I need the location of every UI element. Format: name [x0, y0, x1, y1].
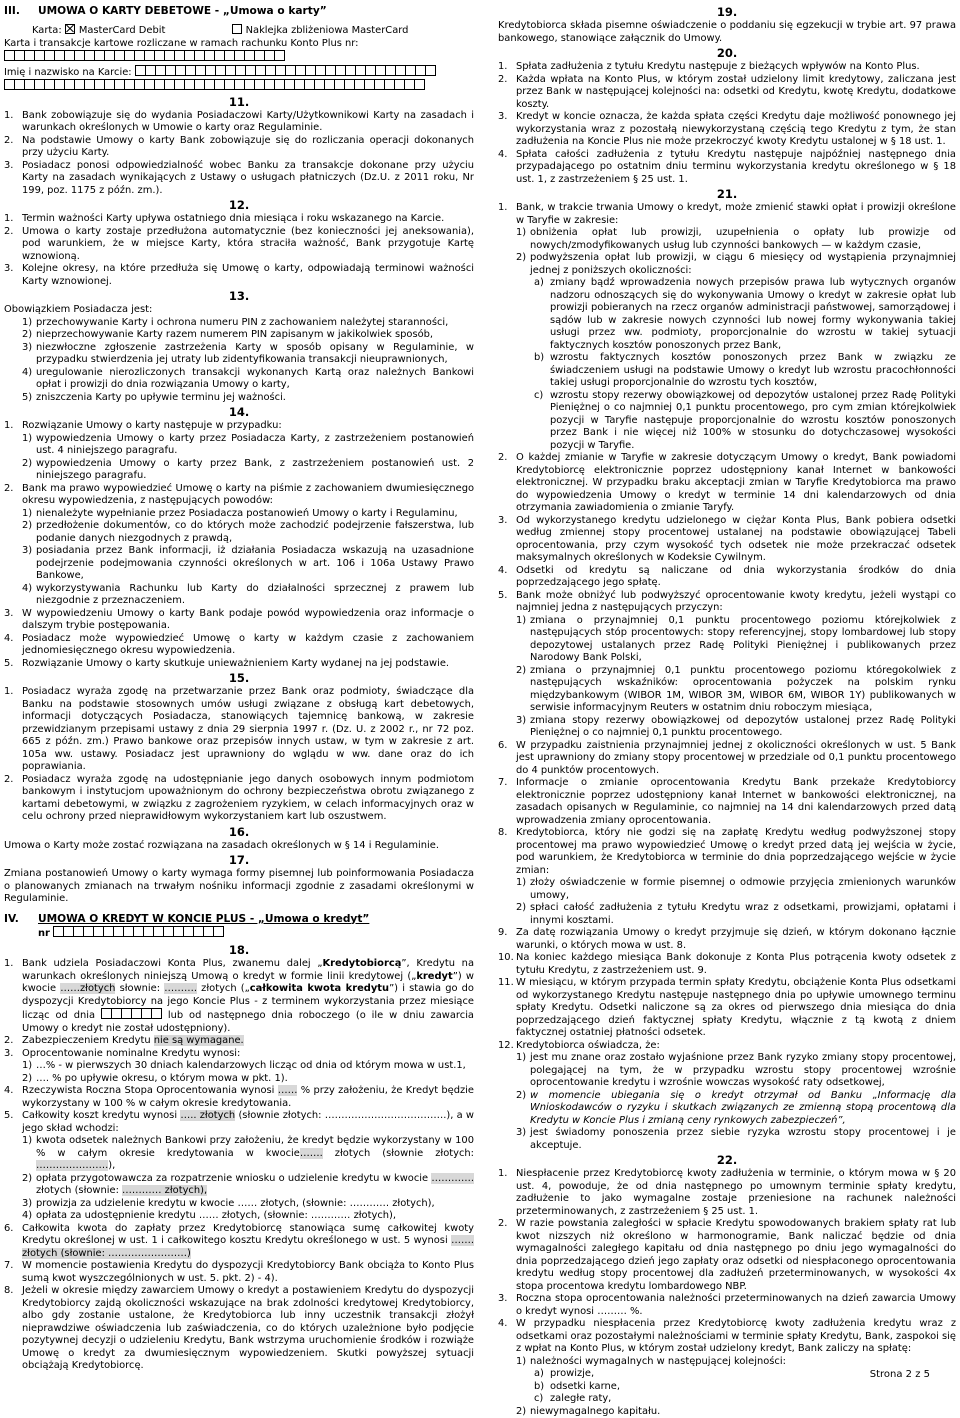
art21-sub-item — [498, 252, 956, 277]
art21-sub-item — [498, 1090, 956, 1128]
list-text: prowizje, — [550, 1368, 594, 1379]
list-marker: 12. — [498, 1040, 516, 1053]
art21-item — [498, 977, 956, 1040]
art21-p1-list — [498, 227, 956, 452]
left-column — [4, 4, 474, 1373]
list-text: przechowywanie Karty i ochrona numeru PIN z zachowaniem należytej staranności, — [36, 317, 448, 328]
list-marker: 4. — [498, 149, 516, 162]
list-text: złoży oświadczenie w formie pisemnej o odmowie przyjęcia zmienionych warunków umowy, — [530, 877, 956, 901]
art21-item — [498, 590, 956, 615]
art22-sub-item — [498, 1356, 956, 1369]
list-marker: 3) — [516, 1127, 530, 1140]
list-text: odsetki karne, — [550, 1381, 620, 1392]
art18-p7: 7. W momencie postawienia Kredytu do dyspozycji Kredytobiorcy Bank obciąża to Konto Plus sumą kwot wyszczególnionych w ust. 5. pkt. 2) - 4). — [4, 1260, 474, 1285]
list-text: nieprzechowywanie Karty razem numerem PIN zapisanym w jakikolwiek sposób, — [36, 329, 433, 340]
art22-subsub-item — [498, 1381, 956, 1394]
art18-p5-1: 1) kwota odsetek należnych Bankowi przy założeniu, że kredyt będzie wykorzystany w 100 % w całym okresie kredytowania w kwocie……. złotych (słownie złotych: ………………….), — [4, 1135, 474, 1173]
account-number-field[interactable] — [4, 50, 474, 65]
art21-sub-item — [498, 715, 956, 740]
name-on-card-row-2[interactable] — [4, 79, 474, 94]
list-text: zmiana o przynajmniej 0,1 punktu procentowego poziomu któregokolwiek z następujących wskaźników: oprocentowania pożyczek na polskim rynku międzybankowym (WIBOR 1M, WIBOR 3M, WIBOR 6M, WIBOR 1Y) publikowanych w serwisie informacyjnym Reuters w ostatnim dniu roboczym miesiąca, — [530, 665, 956, 714]
list-text: posiadania przez Bank informacji, iż działania Posiadacza wskazują na uzasadnione podejrzenie podejmowania czynności określonych w art. 106 i 106a Ustawy Prawo Bankowe, — [36, 545, 474, 581]
card-type-row: Karta: MasterCard Debit Naklejka zbliżeniowa MasterCard — [4, 24, 474, 38]
list-text: zmiany bądź wprowadzenia nowych przepisów prawa lub wytycznych organów nadzoru odnoszących się do wykonywania Umowy o kredyt w zakresie opłat lub prowizji pobieranych na rzecz organów administracji państwowej, samorządowej i sądów lub w zakresie nowych czynności lub nowej formy wykonywania takiej usługi przez ww. podmioty, proporcjonalnie do wzrostu w takiej sytuacji faktycznych kosztów ponoszonych przez Bank, — [550, 277, 956, 351]
list-marker: a) — [534, 277, 550, 290]
art11-item — [4, 110, 474, 135]
list-marker: 1. — [4, 213, 22, 226]
list-text: W przypadku zaistnienia przynajmniej jednej z okoliczności określonych w ust. 5 Bank jest uprawniony do zmiany stopy procentowej w przedziale od 0,1 punktu procentowego do 4 punktów procentowych. — [516, 740, 956, 776]
art21-sub-item — [498, 877, 956, 902]
art22-item — [498, 1318, 956, 1356]
art15-p1: 1. Posiadacz wyraża zgodę na przetwarzanie przez Bank oraz podmioty, świadczące dla Banku na podstawie stosownych umów usługi związane z obsługą kart debetowych, informacji dotyczących Posiadacza, stanowiących tajemnicę bankową, w zakresie przewidzianym przepisami ustawy z dnia 29 sierpnia 1997 r. (Dz. U. z 2002 r., nr 72 poz. 665 z późn. zm.) Prawo bankowe oraz przepisów innych ustaw, w tym w zakresie z art. 105a ww. ustawy. Posiadacz jest uprawniony do wglądu w ww. dane oraz do ich poprawiania. — [4, 686, 474, 774]
article-13: 13. — [4, 290, 474, 303]
list-marker: 4. — [498, 1318, 516, 1331]
list-marker: 2) — [516, 1090, 530, 1103]
art15-p2: 2. Posiadacz wyraża zgodę na udostępnianie jego danych osobowych innym podmiotom bankowym i instytucjom upoważnionym do ochrony bezpieczeństwa obrotu związanego z kartami debetowymi, w związku z zagrożeniem ryzykiem, w celach informacyjnych oraz w celu ochrony przed nieprawidłowym wykorzystaniem kart lub oszustwem. — [4, 774, 474, 824]
list-text: uregulowanie nierozliczonych transakcji wykonanych Kartą oraz należnych Bankowi opłat i prowizji do dnia rozwiązania Umowy o karty, — [36, 367, 474, 391]
list-marker: 2. — [498, 452, 516, 465]
article-20-body — [498, 61, 956, 186]
list-text: nienależyte wypełnianie przez Posiadacza postanowień Umowy o karty i Regulaminu, — [36, 508, 458, 519]
list-text: wzrostu stopy rezerwy obowiązkowej od depozytów ustalonej przez Radę Polityki Pieniężnej o co najmniej 0,1 punktu procentowego, pro cym zmian którejkolwiek pozycji w Taryfie następuje proporcjonalnie do wzrostu kosztów ponoszonych przez Bank i nie więcej niż 100% w stosunku do dotychczasowej wysokości pozycji w Taryfie. — [550, 390, 956, 451]
list-text: Niespłacenie przez Kredytobiorcę kwoty zadłużenia w terminie, o którym mowa w § 20 ust. 4, powoduje, że od dnia następnego po umownym terminie spłaty kredytu, zadłużenie to jako wymagalne zostaje przeniesione na rachunek należności przeterminowanych, z zastrzeżeniem § 25 ust. 1. — [516, 1168, 956, 1217]
art14-sub-item — [4, 583, 474, 608]
art21-sub-item — [498, 665, 956, 715]
art18-sub-item — [4, 1073, 474, 1086]
art14-p5: 5. Rozwiązanie Umowy o karty skutkuje unieważnieniem Karty wydanej na jej podstawie. — [4, 658, 474, 671]
art21-sub-item — [498, 227, 956, 252]
list-marker: 2) — [516, 665, 530, 678]
list-text: …% - w pierwszych 30 dniach kalendarzowych licząc od dnia od którym mowa w ust.1, — [36, 1060, 466, 1071]
list-marker: 1) — [516, 615, 530, 628]
art21-p12-list — [498, 1052, 956, 1152]
art21-items-2 — [498, 740, 956, 878]
art14-p4: 4. Posiadacz może wypowiedzieć Umowę o karty w każdym czasie z zachowaniem jednomiesięcznego okresu wypowiedzenia. — [4, 633, 474, 658]
list-marker: 9. — [498, 927, 516, 940]
art20-item — [498, 111, 956, 149]
list-text: Każda wpłata na Konto Plus, w którym został udzielony limit kredytowy, zaliczana jest przez Bank w następującej kolejności na: odsetki od Kredytu, kwotę Kredytu, dodatkowe koszty. — [516, 74, 956, 110]
list-text: Na koniec każdego miesiąca Bank dokonuje z Konta Plus potrącenia kwoty odsetek z tytułu Kredytu, z zastrzeżeniem ust. 9. — [516, 952, 956, 976]
konto-line: Karta i transakcje kartowe rozliczane w ramach rachunku Konto Plus nr: — [4, 38, 474, 51]
art20-item — [498, 149, 956, 187]
art12-item — [4, 263, 474, 288]
list-text: niezwłoczne zgłoszenie zastrzeżenia Karty w sposób opisany w Regulaminie, w przypadku stwierdzenia jej utraty lub zidentyfikowania transakcji nieuprawnionych, — [36, 342, 474, 366]
article-13-body — [4, 317, 474, 405]
list-text: Posiadacz ponosi odpowiedzialność wobec Banku za transakcje dokonane przy użyciu Karty na zasadach wynikających z Ustawy o usługach płatniczych (Dz.U. z 2011 roku, Nr 199, poz. 1175 z późn. zm.). — [22, 160, 474, 196]
art21-item — [498, 827, 956, 877]
art18-p8: 8. Jeżeli w okresie między zawarciem Umowy o kredyt a postawieniem Kredytu do dyspozycji Kredytobiorcy zajdą okoliczności wskazujące na brak zdolności kredytowej Kredytobiorcy, albo gdy zostanie ustalone, że Kredytobiorca lub inny uczestnik transakcji złożył nieprawdziwe oświadczenia lub zaświadczenia, co do których uzależnione było podjęcie pozytywnej decyzji o udzieleniu Kredytu, Bank wstrzyma uruchomienie środków i rozwiąże Umowę o kredyt za dwumiesięcznym wypowiedzeniem. Skutki powyższej sytuacji obciążają Kredytobiorcę. — [4, 1285, 474, 1373]
list-marker: 3. — [4, 263, 22, 276]
list-marker: 1) — [22, 508, 36, 521]
list-marker: 1. — [498, 61, 516, 74]
article-18: 18. — [4, 944, 474, 957]
kredyt-nr-row: nr — [4, 926, 474, 941]
list-marker: 2. — [498, 1218, 516, 1231]
list-marker: 1) — [516, 1356, 530, 1369]
list-text: Umowa o karty zostaje przedłużona automatycznie (bez konieczności jej aneksowania), pod warunkiem, że w miejsce Karty, która straciła ważność, Bank przygotuje Kartę wznowioną. — [22, 226, 474, 262]
list-marker: 11. — [498, 977, 516, 990]
list-text: Spłata całości zadłużenia z tytułu Kredytu następuje najpóźniej następnego dnia przypadającego po ostatnim dniu terminu wykorzystania kredytu określonego w § 18 ust. 1, z zastrzeżeniem § 25 ust. 1. — [516, 149, 956, 185]
list-text: Za datę rozwiązania Umowy o kredyt przyjmuje się dzień, w którym dokonano łącznie warunki, o których mowa w ust. 8. — [516, 927, 956, 951]
section-iii-title: III. UMOWA O KARTY DEBETOWE - „Umowa o karty” — [4, 4, 474, 18]
art13-item — [4, 392, 474, 405]
list-marker: 3. — [498, 111, 516, 124]
article-19: 19. — [498, 6, 956, 19]
list-text: jest mu znane oraz zostało wyjaśnione przez Bank ryzyko zmiany stopy procentowej, polegającej na tym, że w przypadku wzrostu stopy procentowej wzrośnie oprocentowanie kredytu i wzrośnie wowczas wysokość raty odsetkowej, — [530, 1052, 956, 1088]
list-text: W przypadku niespłacenia przez Kredytobiorcę kwoty zadłużenia kredytu wraz z odsetkami oraz pozostałymi należnościami w terminie spłaty Kredytu, Bank, zaspokoi się z wpłat na Konto Plus, w którym został udzielony kredyt, Bank zaliczy na spłatę: — [516, 1318, 956, 1354]
art21-subsub-item — [498, 352, 956, 390]
art19-text: Kredytobiorca składa pisemne oświadczenie o poddaniu się egzekucji w trybie art. 97 prawa bankowego, stanowiące załącznik do Umowy. — [498, 20, 956, 45]
article-11-body — [4, 110, 474, 198]
art13-item — [4, 342, 474, 367]
art16-text: Umowa o Karty może zostać rozwiązana na zasadach określonych w § 14 i Regulaminie. — [4, 840, 474, 853]
list-marker: 1) — [22, 433, 36, 446]
list-text: Termin ważności Karty upływa ostatniego dnia miesiąca i roku wskazanego na Karcie. — [22, 213, 444, 224]
art21-item — [498, 515, 956, 565]
date-field[interactable] — [101, 1008, 162, 1019]
art11-item — [4, 160, 474, 198]
article-11: 11. — [4, 96, 474, 109]
art22-sub-item — [498, 1406, 956, 1418]
list-marker: 10. — [498, 952, 516, 965]
list-marker: 1) — [516, 877, 530, 890]
list-text: zaległe raty, — [550, 1393, 611, 1404]
list-marker: 1) — [22, 317, 36, 330]
list-text: spłaci całość zadłużenia z tytułu Kredytu wraz z odsetkami, prowizjami, opłatami i innymi kosztami. — [530, 902, 956, 926]
art21-sub-item — [498, 902, 956, 927]
list-text: Kredyt w koncie oznacza, że każda spłata części Kredytu daje możliwość ponownego jej wykorzystania wraz z pozostałą niewykorzystaną częścią tego Kredytu z tym, że stan zadłużenia na Koncie Plus nie może przekroczyć kwoty Kredytu ustalonej w § 18 ust. 1. — [516, 111, 956, 147]
list-text: O każdej zmianie w Taryfie w zakresie dotyczącym Umowy o kredyt, Bank powiadomi Kredytobiorcę elektronicznie poprzez udostępniony kanał Internet w bankowości elektronicznej. W przypadku braku akceptacji zmian w Taryfie Kredytobiorca ma prawo do wypowiedzenia Umowy o kredyt w terminie 14 dni kalendarzowych od dnia otrzymania zawiadomienia o zmianie Taryfy. — [516, 452, 956, 513]
list-marker: 3) — [516, 715, 530, 728]
list-text: Kredytobiorca, który nie godzi się na zapłatę Kredytu według podwyższonej stopy procentowej ma prawo wypowiedzieć Umowę o kredyt przed datą jej wejścia w życie, pod warunkiem, że Kredytobiorca w terminie do dnia poprzedzającego wejście w życie zmian: — [516, 827, 956, 876]
kredyt-number-field[interactable] — [53, 926, 224, 937]
art21-item — [498, 565, 956, 590]
art21-subsub-item — [498, 390, 956, 453]
art18-p5: 5. Całkowity koszt kredytu wynosi ….. złotych (słownie złotych: ……………………………….), a w jego skład wchodzi: — [4, 1110, 474, 1135]
list-marker: 2) — [22, 1073, 36, 1086]
art18-p4: 4. Rzeczywista Roczna Stopa Oprocentowania wynosi …… % przy założeniu, że Kredyt będzie wykorzystany w 100 % w całym okresie kredytowania. — [4, 1085, 474, 1110]
art11-item — [4, 135, 474, 160]
list-text: Bank może obniżyć lub podwyższyć oprocentowanie kwoty kredytu, jeżeli wystąpi co najmniej jedna z następujących przyczyn: — [516, 590, 956, 614]
list-marker: 2) — [22, 458, 36, 471]
art14-p3: 3. W wypowiedzeniu Umowy o karty Bank podaje powód wypowiedzenia oraz informacje o dalszym trybie postępowania. — [4, 608, 474, 633]
article-14: 14. — [4, 406, 474, 419]
article-12: 12. — [4, 199, 474, 212]
list-marker: 1. — [4, 110, 22, 123]
list-marker: 2) — [516, 252, 530, 265]
list-marker: 2. — [4, 135, 22, 148]
art21-item — [498, 927, 956, 952]
art22-item — [498, 1293, 956, 1318]
list-text: wypowiedzenia Umowy o karty przez Posiadacza Karty, z zastrzeżeniem postanowień ust. 4 niniejszego paragrafu. — [36, 433, 474, 457]
art13-item — [4, 367, 474, 392]
list-marker: 2) — [22, 520, 36, 533]
list-text: W razie powstania zaległości w spłacie Kredytu spowodowanych brakiem spłaty rat lub kwot nizszych niż określono w harmonogramie, Bank naliczać będzie od dnia wymagalności zaległego kapitału od dnia następnego po dniu jego wymagalności do dnia poprzedzającego dzień jego zapłaty oraz odsetki od niespłaconego oprocentowania kredytu według stopy procentowej dla zadłużeń przeterminowanych, w wysokości 4x stopa procentowa kredytu lombardowego NBP. — [516, 1218, 956, 1292]
art14-sub-item — [4, 545, 474, 583]
art21-items-3 — [498, 927, 956, 1052]
list-marker: 2) — [22, 329, 36, 342]
list-marker: 4. — [498, 565, 516, 578]
list-marker: b) — [534, 352, 550, 365]
art21-sub-item — [498, 1127, 956, 1152]
art21-item — [498, 777, 956, 827]
list-marker: 4) — [22, 583, 36, 596]
art21-item — [498, 740, 956, 778]
list-marker: 1) — [516, 1052, 530, 1065]
list-text: wypowiedzenia Umowy o karty przez Bank, z zastrzeżeniem postanowień ust. 2 niniejszego paragrafu. — [36, 458, 474, 482]
list-marker: 3. — [498, 515, 516, 528]
list-text: Od wykorzystanego kredytu udzielonego w ciężar Konta Plus, Bank pobiera odsetki według zmiennej stopy procentowej ustalanej na podstawie obowiązującej Tabeli oprocentowania, przy czym wysokość tych odsetek nie może przekraczać odsetek maksymalnych określonych w Kodeksie Cywilnym. — [516, 515, 956, 564]
section-iv-title: IV. UMOWA O KREDYT W KONCIE PLUS - „Umowa o kredyt” — [4, 912, 474, 926]
article-13-intro: Obowiązkiem Posiadacza jest: — [4, 304, 474, 317]
list-marker: 8. — [498, 827, 516, 840]
article-15: 15. — [4, 672, 474, 685]
art21-item — [498, 1040, 956, 1053]
list-text: …. % po upływie okresu, o którym mowa w pkt. 1). — [36, 1073, 288, 1084]
list-text: W miesiącu, w którym przypada termin spłaty Kredytu, obciążenie Konta Plus odsetkami od wykorzystanego Kredytu następuje następnego dnia po upływie umownego terminu spłaty Kredytu. Odsetki naliczone są za okres od pierwszego dnia miesiąca do dnia poprzedzającego dzień faktycznej spłaty Kredytu, włącznie z tą kwotą z dniem faktycznej ostatniej płatności odsetek. — [516, 977, 956, 1038]
list-text: Na podstawie Umowy o karty Bank zobowiązuje się do rozliczania operacji dokonanych przy użyciu Karty. — [22, 135, 474, 159]
list-text: podwyższenia opłat lub prowizji, w ciągu 6 miesięcy od wystąpienia przynajmniej jednej z poniższych okoliczności: — [530, 252, 956, 276]
list-marker: c) — [534, 390, 550, 403]
mastercard-debit-checkbox[interactable] — [65, 24, 75, 34]
list-text: jest świadomy ponoszenia przez siebie ryzyka wzrostu stopy procentowej i je akceptuje. — [530, 1127, 956, 1151]
name-on-card-row: Imię i nazwisko na Karcie: — [4, 65, 474, 80]
art21-p5-list — [498, 615, 956, 740]
art14-sub-item — [4, 508, 474, 521]
art22-subsub-item — [498, 1393, 956, 1406]
art18-sub-item — [4, 1060, 474, 1073]
list-marker: 1. — [498, 1168, 516, 1181]
list-text: zmiana o przynajmniej 0,1 punktu procentowego poziomu którejkolwiek z następujących stóp procentowych: stopy referencyjnej, stopy lombardowej lub stopy depozytowej ustalanych przez Radę Polityki Pieniężnej i publikowanych przez Narodowy Bank Polski, — [530, 615, 956, 664]
art21-item — [498, 452, 956, 515]
art14-sub-item — [4, 520, 474, 545]
art21-p8-list — [498, 877, 956, 927]
article-16: 16. — [4, 826, 474, 839]
page-number: Strona 2 z 5 — [870, 1369, 930, 1380]
art20-item — [498, 61, 956, 74]
list-text: niewymagalnego kapitału. — [530, 1406, 660, 1417]
art14-p2-list — [4, 508, 474, 608]
list-text: w momencie ubiegania się o kredyt otrzymał od Banku „Informację dla Wnioskodawców o ryzyku i skutkach związanych ze zmienną stopą procentową dla Kredytu w Koncie Plus i zmianą ceny rynkowych zabezpieczeń”, — [530, 1090, 956, 1126]
art18-p3-list — [4, 1060, 474, 1085]
list-marker: 3. — [498, 1293, 516, 1306]
list-marker: 5. — [498, 590, 516, 603]
list-marker: b) — [534, 1381, 550, 1394]
list-marker: 4) — [22, 367, 36, 380]
article-17: 17. — [4, 854, 474, 867]
naklejka-checkbox[interactable] — [232, 24, 242, 34]
art21-sub-item — [498, 615, 956, 665]
list-text: zmiana stopy rezerwy obowiązkowej od depozytów ustalonej przez Radę Polityki Pieniężnej o co najmniej 0,1 punktu procentowego. — [530, 715, 956, 739]
list-marker: 7. — [498, 777, 516, 790]
list-text: Spłata zadłużenia z tytułu Kredytu następuje z bieżących wpływów na Konto Plus. — [516, 61, 920, 72]
art18-p3: 3. Oprocentowanie nominalne Kredytu wynosi: — [4, 1048, 474, 1061]
art14-sub-item — [4, 458, 474, 483]
list-marker: 2) — [516, 902, 530, 915]
list-marker: 3. — [4, 160, 22, 173]
list-marker: 3) — [22, 545, 36, 558]
art18-p2: 2. Zabezpieczeniem Kredytu nie są wymagane. — [4, 1035, 474, 1048]
list-text: Kredytobiorca oświadcza, że: — [516, 1040, 660, 1051]
list-text: zniszczenia Karty po upływie terminu jej ważności. — [36, 392, 286, 403]
art13-item — [4, 329, 474, 342]
list-marker: 2. — [498, 74, 516, 87]
list-marker: 6. — [498, 740, 516, 753]
article-12-body — [4, 213, 474, 288]
art12-item — [4, 226, 474, 264]
list-text: Kolejne okresy, na które przedłuża się Umowę o karty, odpowiadają terminowi ważności Karty wznowionej. — [22, 263, 474, 287]
art21-items — [498, 452, 956, 615]
art21-item — [498, 952, 956, 977]
article-21: 21. — [498, 188, 956, 201]
art14-p1: 1. Rozwiązanie Umowy o karty następuje w przypadku: — [4, 420, 474, 433]
name-on-card-field[interactable] — [135, 65, 436, 76]
list-marker: a) — [534, 1368, 550, 1381]
art14-p2: 2. Bank ma prawo wypowiedzieć Umowę o karty na piśmie z zachowaniem dwumiesięcznego okresu wypowiedzenia, z następujących powodów: — [4, 483, 474, 508]
art18-p5-3: 3) prowizja za udzielenie kredytu w kwocie …… złotych, (słownie: ………… złotych), — [4, 1198, 474, 1211]
article-22: 22. — [498, 1154, 956, 1167]
list-marker: 5) — [22, 392, 36, 405]
right-column — [498, 4, 956, 1418]
art14-p1-list — [4, 433, 474, 483]
list-marker: 2) — [516, 1406, 530, 1418]
list-marker: 2. — [4, 226, 22, 239]
list-marker: 3) — [22, 342, 36, 355]
art18-p5-4: 4) opłata za udostępnienie kredytu …… złotych, (słownie: ………… złotych), — [4, 1210, 474, 1223]
art21-subsub-item — [498, 277, 956, 352]
art18-p6: 6. Całkowita kwota do zapłaty przez Kredytobiorcę stanowiąca sumę całkowitej kwoty Kredytu określonej w ust. 1 i całkowitego kosztu Kredytu określonego w ust. 5 wynosi ……. złotych (słownie: ……………………) — [4, 1223, 474, 1261]
list-text: należności wymagalnych w następującej kolejności: — [530, 1356, 786, 1367]
list-text: przedłożenie dokumentów, co do których może zachodzić podejrzenie fałszerstwa, lub podanie danych niezgodnych z prawdą, — [36, 520, 474, 544]
art20-item — [498, 74, 956, 112]
art14-sub-item — [4, 433, 474, 458]
list-text: Bank zobowiązuje się do wydania Posiadaczowi Karty/Użytkownikowi Karty na zasadach i warunkach określonych w Umowie o karty oraz Regulaminie. — [22, 110, 474, 134]
list-text: wzrostu faktycznych kosztów ponoszonych przez Bank w związku ze świadczeniem usługi na podstawie Umowy o kredyt lub wzrostu pracochłonności takiej usługi proporcjonalnie do wzrostu tych kosztów, — [550, 352, 956, 388]
list-text: Informacje o zmianie oprocentowania Kredytu Bank przekaże Kredytobiorcy elektronicznie poprzez udostępniony kanał Internet w bankowości elektronicznej, na zasadach opisanych w Regulaminie, co najmniej na 14 dni kalendarzowych przed datą wprowadzenia zmiany oprocentowania. — [516, 777, 956, 826]
art21-sub-item — [498, 1052, 956, 1090]
art12-item — [4, 213, 474, 226]
list-text: Odsetki od kredytu są naliczane od dnia wykorzystania środków do dnia poprzedzającego jego spłatę. — [516, 565, 956, 589]
article-20: 20. — [498, 47, 956, 60]
article-22-body — [498, 1168, 956, 1418]
art18-p1: 1. Bank udziela Posiadaczowi Konta Plus, zwanemu dalej „Kredytobiorcą”, Kredytu na warunkach określonych niniejszą Umową o kredyt w formie linii kredytowej („kredyt”) w kwocie ……złotych słownie: ………. złotych („całkowita kwota kredytu”) i stawia go do dyspozycji Kredytobiorcy na jego Koncie Plus - z terminem wykorzystania przez miesiące licząc od dnia lub od następnego dnia roboczego (o ile w dniu zawarcia Umowy o kredyt nie został udostępniony). — [4, 958, 474, 1035]
list-marker: 1) — [516, 227, 530, 240]
list-marker: c) — [534, 1393, 550, 1406]
art13-item — [4, 317, 474, 330]
list-text: wykorzystywania Rachunku lub Karty do działalności sprzecznej z prawem lub niezgodnie z przeznaczeniem. — [36, 583, 474, 607]
art22-item — [498, 1218, 956, 1293]
list-marker: 1) — [22, 1060, 36, 1073]
art22-item — [498, 1168, 956, 1218]
list-text: Roczna stopa oprocentowania należności przeterminowanych na dzień zawarcia Umowy o kredyt wynosi ……… %. — [516, 1293, 956, 1317]
list-text: obniżenia opłat lub prowizji, uzupełnienia o opłaty lub prowizje od nowych/zmodyfikowanych usług lub czynności bankowych — w każdym czasie, — [530, 227, 956, 251]
art17-text: Zmiana postanowień Umowy o karty wymaga formy pisemnej lub poinformowania Posiadacza o planowanych zmianach na trwałym nośniku informacji zgodnie z zasadami określonymi w Regulaminie. — [4, 868, 474, 906]
art21-p1: 1. Bank, w trakcie trwania Umowy o kredyt, może zmienić stawki opłat i prowizji określone w Taryfie w zakresie: — [498, 202, 956, 227]
art18-p5-2: 2) opłata przygotowawcza za rozpatrzenie wniosku o udzielenie kredytu w kwocie …………. złotych (słownie: ………… złotych), — [4, 1173, 474, 1198]
